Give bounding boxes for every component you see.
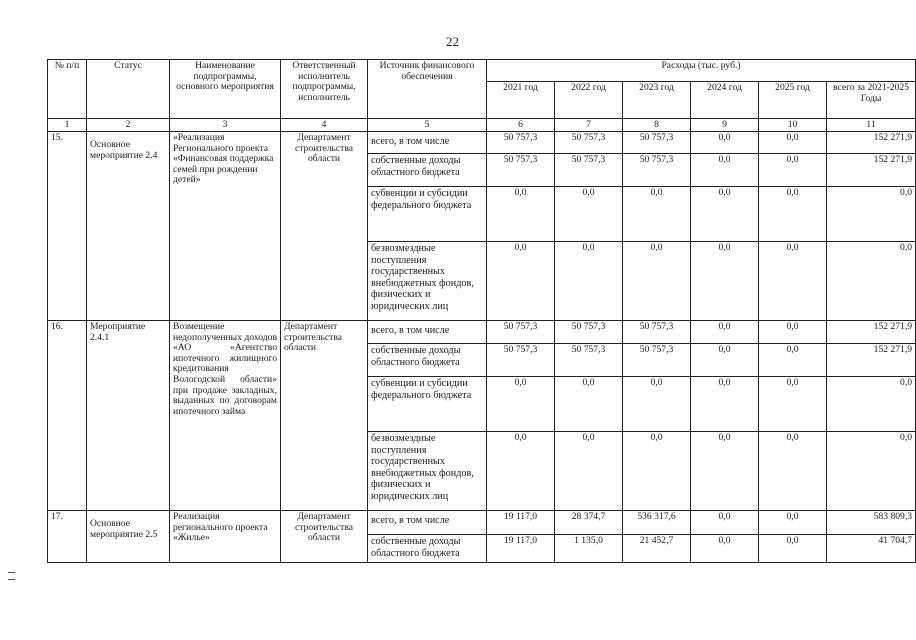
value-cell: 0,0: [691, 535, 759, 563]
col-number: 10: [759, 119, 827, 132]
header-expenses: Расходы (тыс. руб.): [487, 60, 916, 82]
value-cell: 0,0: [759, 154, 827, 187]
col-number: 4: [281, 119, 368, 132]
row-source: собственные доходы областного бюджета: [368, 154, 487, 187]
header-year: 2024 год: [691, 82, 759, 119]
row-name: Возмещение недополученных доходов «АО «Агентство ипотечного жилищного кредитования Вологодской области» при продаже закладных, выданных по договорам ипотечного займа: [170, 321, 281, 511]
value-cell: 50 757,3: [555, 321, 623, 344]
total-cell: 152 271,9: [827, 344, 916, 377]
row-name: «Реализация Регионального проекта «Финансовая поддержка семей при рождении детей»: [170, 132, 281, 321]
row-source: всего, в том числе: [368, 321, 487, 344]
value-cell: 50 757,3: [623, 154, 691, 187]
total-cell: 152 271,9: [827, 321, 916, 344]
value-cell: 50 757,3: [487, 344, 555, 377]
row-executor: Департамент строительства области: [281, 132, 368, 321]
value-cell: 19 117,0: [487, 535, 555, 563]
value-cell: 0,0: [691, 321, 759, 344]
table-row: [48, 132, 916, 154]
value-cell: 0,0: [623, 242, 691, 321]
value-cell: 1 135,0: [555, 535, 623, 563]
row-source: всего, в том числе: [368, 511, 487, 535]
value-cell: 0,0: [623, 432, 691, 511]
total-cell: 152 271,9: [827, 132, 916, 154]
value-cell: 0,0: [759, 132, 827, 154]
value-cell: 50 757,3: [623, 132, 691, 154]
header-year: 2023 год: [623, 82, 691, 119]
scan-mark: [8, 579, 15, 580]
row-source: собственные доходы областного бюджета: [368, 344, 487, 377]
value-cell: 0,0: [691, 154, 759, 187]
total-cell: 0,0: [827, 187, 916, 242]
value-cell: 21 452,7: [623, 535, 691, 563]
row-executor: Департамент строительства области: [281, 321, 368, 511]
col-number: 7: [555, 119, 623, 132]
value-cell: 0,0: [487, 377, 555, 432]
row-status: Основное мероприятие 2.5: [87, 511, 170, 563]
total-cell: 152 271,9: [827, 154, 916, 187]
value-cell: 50 757,3: [623, 344, 691, 377]
row-source: субвенции и субсидии федерального бюджета: [368, 187, 487, 242]
header-year: 2022 год: [555, 82, 623, 119]
value-cell: 0,0: [759, 432, 827, 511]
value-cell: 0,0: [691, 187, 759, 242]
value-cell: 50 757,3: [487, 321, 555, 344]
value-cell: 536 317,6: [623, 511, 691, 535]
value-cell: 50 757,3: [555, 154, 623, 187]
row-source: безвозмездные поступления государственных внебюджетных фондов, физических и юридических лиц: [368, 432, 487, 511]
col-number: 9: [691, 119, 759, 132]
row-source: всего, в том числе: [368, 132, 487, 154]
value-cell: 0,0: [691, 377, 759, 432]
header-year: 2021 год: [487, 82, 555, 119]
col-number: 6: [487, 119, 555, 132]
value-cell: 50 757,3: [623, 321, 691, 344]
value-cell: 0,0: [759, 535, 827, 563]
total-cell: 583 809,3: [827, 511, 916, 535]
col-number: 8: [623, 119, 691, 132]
value-cell: 50 757,3: [555, 132, 623, 154]
value-cell: 0,0: [759, 187, 827, 242]
value-cell: 0,0: [555, 377, 623, 432]
row-number: 15.: [48, 132, 87, 321]
row-number: 16.: [48, 321, 87, 511]
value-cell: 0,0: [555, 242, 623, 321]
value-cell: 28 374,7: [555, 511, 623, 535]
value-cell: 0,0: [691, 432, 759, 511]
value-cell: 0,0: [759, 242, 827, 321]
value-cell: 0,0: [555, 187, 623, 242]
value-cell: 50 757,3: [555, 344, 623, 377]
total-cell: 0,0: [827, 432, 916, 511]
value-cell: 0,0: [691, 344, 759, 377]
value-cell: 0,0: [487, 187, 555, 242]
value-cell: 50 757,3: [487, 132, 555, 154]
value-cell: 0,0: [555, 432, 623, 511]
row-name: Реализация регионального проекта «Жилье»: [170, 511, 281, 563]
col-number: 2: [87, 119, 170, 132]
table-row: [48, 321, 916, 344]
value-cell: 0,0: [623, 377, 691, 432]
value-cell: 0,0: [623, 187, 691, 242]
row-source: собственные доходы областного бюджета: [368, 535, 487, 563]
value-cell: 0,0: [759, 321, 827, 344]
value-cell: 0,0: [691, 242, 759, 321]
row-status: Основное мероприятие 2.4: [87, 132, 170, 321]
row-source: безвозмездные поступления государственных внебюджетных фондов, физических и юридических лиц: [368, 242, 487, 321]
value-cell: 0,0: [759, 511, 827, 535]
header-status: Статус: [87, 60, 170, 119]
row-executor: Департамент строительства области: [281, 511, 368, 563]
total-cell: 41 704,7: [827, 535, 916, 563]
scan-mark: [8, 572, 15, 573]
value-cell: 0,0: [487, 432, 555, 511]
value-cell: 19 117,0: [487, 511, 555, 535]
expenses-table: [47, 59, 916, 563]
value-cell: 0,0: [691, 132, 759, 154]
col-number: 11: [827, 119, 916, 132]
header-executor: Ответственный исполнитель подпрограммы, исполнитель: [281, 60, 368, 119]
total-cell: 0,0: [827, 242, 916, 321]
header-name: Наименование подпрограммы, основного мероприятия: [170, 60, 281, 119]
page-number: 22: [446, 34, 459, 49]
header-total: всего за 2021-2025 Годы: [827, 82, 916, 119]
value-cell: 50 757,3: [487, 154, 555, 187]
header-num: № п/п: [48, 60, 87, 119]
value-cell: 0,0: [487, 242, 555, 321]
value-cell: 0,0: [759, 344, 827, 377]
total-cell: 0,0: [827, 377, 916, 432]
row-source: субвенции и субсидии федерального бюджета: [368, 377, 487, 432]
value-cell: 0,0: [759, 377, 827, 432]
table-row: [48, 511, 916, 535]
row-status: Мероприятие 2.4.1: [87, 321, 170, 511]
value-cell: 0,0: [691, 511, 759, 535]
row-number: 17.: [48, 511, 87, 563]
header-year: 2025 год: [759, 82, 827, 119]
col-number: 5: [368, 119, 487, 132]
col-number: 3: [170, 119, 281, 132]
header-source: Источник финансового обеспечения: [368, 60, 487, 119]
col-number: 1: [48, 119, 87, 132]
